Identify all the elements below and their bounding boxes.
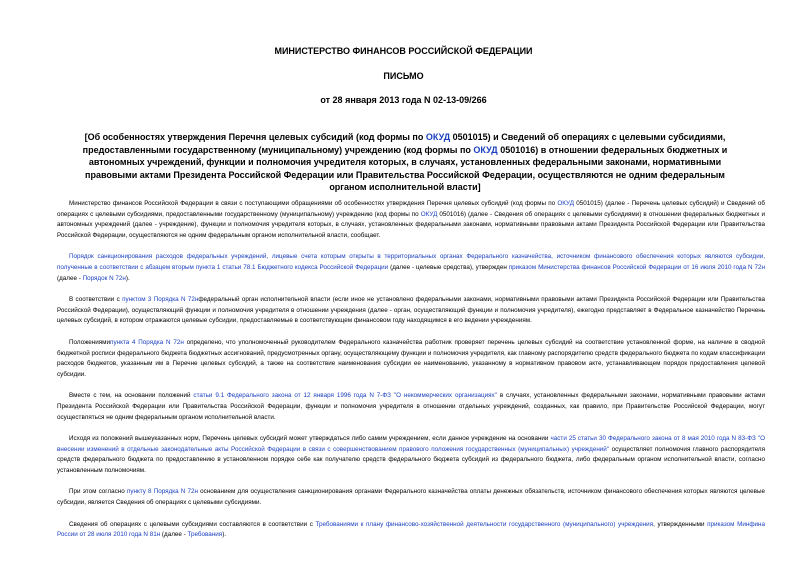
paragraph-text: Вместе с тем, на основании положений bbox=[69, 392, 194, 400]
paragraph bbox=[57, 199, 765, 241]
document-body bbox=[57, 199, 765, 552]
title-text: 0501016) в отношении федеральных бюджетных и автономных учреждений, функции и полномочия учредителя которых, в случаях, установленных федеральными законами, нормативными правовыми актами Президента Российской Федерации или Правительства Российской Федерации, осуществляются не одним федеральным органом исполнительной власти] bbox=[85, 144, 728, 192]
requirements-short-link[interactable]: Требования bbox=[187, 531, 223, 539]
procedure-link[interactable]: Порядок санкционирования расходов федеральных учреждений, лицевые счета которым открыты в территориальных органах Федерального казначейства, источником финансового обеспечения которых являются субсидии, полученные в соответствии с абзацем вторым пункта 1 статьи 78.1 Бюджетного кодекса Российской Федерации bbox=[57, 253, 765, 271]
law-7fz-link[interactable]: статьи 9.1 Федерального закона от 12 января 1996 года N 7-ФЗ "О некоммерческих организациях" bbox=[193, 392, 497, 400]
paragraph-text: (далее - целевые средства), утвержден bbox=[388, 263, 509, 271]
paragraph bbox=[57, 520, 765, 541]
procedure-72n-link[interactable]: Порядок N 72н bbox=[82, 274, 126, 282]
paragraph-text: Сведения об операциях с целевыми субсидиями составляются в соответствии с bbox=[69, 520, 316, 528]
okud-link[interactable]: ОКУД bbox=[425, 132, 451, 142]
document-date-number: от 28 января 2013 года N 02-13-09/266 bbox=[320, 95, 487, 105]
paragraph-text: определено, что уполномоченный руководителем Федерального казначейства работник проверяет перечень целевых субсидий на соответствие установленной форме, на наличие в сводной бюджетной росписи федерального бюджета бюджетных ассигнований, предусмотренных органу, осуществляющему функции и полномочия учредителя, как главному распорядителю средств федерального бюджета по кодам классификации расходов бюджетов, указанным им в Перечне целевых субсидий, а также на соответствие наименования субсидии ее наименованию, указанному в нормативном правовом акте, устанавливающем порядок предоставления целевой субсидии. bbox=[57, 338, 765, 378]
clause-3-link[interactable]: пунктом 3 Порядка N 72н bbox=[122, 296, 199, 304]
ministry-heading: МИНИСТЕРСТВО ФИНАНСОВ РОССИЙСКОЙ ФЕДЕРАЦИИ bbox=[274, 46, 533, 56]
paragraph bbox=[57, 295, 765, 327]
paragraph-text: 0501015) (далее - Перечень целевых субсидий) и Сведений об операциях с целевыми субсидиями, предоставленными государственному (муниципальному) учреждению (код формы по bbox=[57, 200, 766, 218]
paragraph-text: В соответствии с bbox=[69, 296, 123, 304]
paragraph-text: осуществляет полномочия главного распорядителя средств федерального бюджета по предоставлению в установленном порядке себе как получателю средств федерального бюджета субсидий из федерального бюджета, либо федеральным органом исполнительной власти, согласно установленным полномочиям. bbox=[57, 445, 765, 474]
paragraph-text: Исходя из положений вышеуказанных норм, Перечень целевых субсидий может утверждаться либо самим учреждением, если данное учреждение на основании bbox=[69, 435, 551, 443]
paragraph-text: При этом согласно bbox=[69, 488, 127, 496]
okud-link[interactable]: ОКУД bbox=[557, 200, 575, 207]
paragraph-text: ). bbox=[222, 531, 227, 539]
paragraph bbox=[57, 434, 765, 476]
paragraph-text: Положениями bbox=[69, 338, 111, 346]
paragraph-text: (далее - bbox=[160, 531, 188, 539]
order-81n-link[interactable]: приказом Минфина России от 28 июля 2010 года N 81н bbox=[57, 520, 765, 539]
paragraph-text: , утвержденными bbox=[653, 520, 708, 528]
paragraph bbox=[57, 252, 765, 284]
paragraph bbox=[57, 338, 765, 380]
paragraph-text: 0501016) (далее - Сведения об операциях с целевыми субсидиями) в отношении федеральных бюджетных и автономных учреждений (далее - учреждение), функции и полномочия учредителя которых, в случаях, установленных федеральными законами, нормативными правовыми актами Президента Российской Федерации или Правительства Российской Федерации, осуществляются не одним федеральным органом исполнительной власти, сообщает. bbox=[57, 210, 765, 239]
title-text: 0501015) и Сведений об операциях с целевыми субсидиями, предоставленными государственному (муниципальному) учреждению (код формы по bbox=[82, 132, 726, 155]
paragraph bbox=[57, 391, 765, 423]
clause-4-link[interactable]: пункта 4 Порядка N 72н bbox=[110, 338, 184, 346]
title-text: [Об особенностях утверждения Перечня целевых субсидий (код формы по bbox=[84, 132, 426, 142]
document-type: ПИСЬМО bbox=[383, 71, 424, 81]
paragraph-text: основанием для осуществления санкционирования органами Федерального казначейства оплаты денежных обязательств, источником финансового обеспечения которых являются целевые субсидии, является Сведения об операциях с целевыми субсидиями. bbox=[57, 488, 765, 507]
paragraph-text: федеральный орган исполнительной власти (если иное не установлено федеральными законами, нормативными правовыми актами Президента Российской Федерации или Правительства Российской Федерации), осуществляющий функции и полномочия учредителя в отношении учреждения (далее - орган, осуществляющий функции и полномочия учредителя), ежегодно представляет в Федеральное казначейство Перечень целевых субсидий, в котором отражаются целевые субсидии, предоставляемые в соответствующем финансовом году находящимся в его ведении учреждениям. bbox=[57, 296, 765, 325]
order-link[interactable]: приказом Министерства финансов Российской Федерации от 16 июля 2010 года N 72н bbox=[508, 263, 765, 271]
paragraph-text: (далее - bbox=[57, 274, 83, 282]
requirements-link[interactable]: Требованиями к плану финансово-хозяйственной деятельности государственного (муниципального) учреждения bbox=[315, 520, 654, 528]
okud-link[interactable]: ОКУД bbox=[420, 210, 438, 218]
law-83fz-link[interactable]: части 25 статьи 30 Федерального закона от 8 мая 2010 года N 83-ФЗ "О внесении изменений в отдельные законодательные акты Российской Федерации в связи с совершенствованием правового положения государственных (муниципальных) учреждений" bbox=[57, 435, 765, 453]
paragraph-text: Министерство финансов Российской Федерации в связи с поступающими обращениями об особенностях утверждения Перечня целевых субсидий (код формы по bbox=[69, 200, 558, 207]
document-title bbox=[70, 131, 740, 194]
clause-8-link[interactable]: пункту 8 Порядка N 72н bbox=[126, 488, 198, 496]
paragraph-text: в случаях, установленных федеральными законами, нормативными правовыми актами Президента Российской Федерации или Правительства Российской Федерации, функции и полномочия учредителя в отношении отдельных учреждений, созданных, как правило, при Правительстве Российской Федерации, могут осуществляться не одним федеральным органом исполнительной власти. bbox=[57, 392, 766, 421]
paragraph bbox=[57, 487, 765, 508]
okud-link[interactable]: ОКУД bbox=[473, 144, 498, 155]
paragraph-text: ). bbox=[125, 274, 130, 282]
